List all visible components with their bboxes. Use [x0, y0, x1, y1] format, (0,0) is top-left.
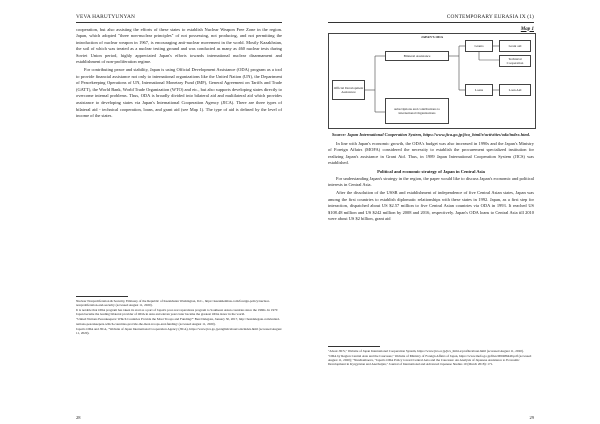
page-number: 28 [76, 415, 81, 420]
right-body [328, 141, 534, 224]
footnote: "United Nations Peacekeepers: Which Countries Provide the Most Troops and Funding?" Best Delegate, January 30, 2017, http://bestdelegate.com/united-nations-peacekeepers-which-countries-provide-the-most-troops-and-funding/ (accessed August 11, 2020). [76, 317, 280, 326]
section-heading: Political and economic strategy of Japan in Central Asia [377, 168, 485, 174]
page-number: 29 [529, 415, 534, 420]
right-page [300, 0, 600, 424]
running-header-author: VEVA HARUTYUNYAN [76, 14, 282, 23]
oda-box: Official Development Assistance [332, 80, 365, 100]
map-label: Map 1 [520, 26, 534, 32]
footnotes [328, 346, 534, 367]
footnote: It is notable that ODA program has taken its start as a part of Japan's post-war reparations program to Southeast Asian countries since the 1960s. In 1970 Japan became the leading bilateral provider of ODA in Asia and eleven years later became the greatest ODA donor in the world. [76, 307, 278, 317]
footnote-rule [76, 296, 128, 297]
technical-cooperation-box: Technical Cooperation [499, 55, 531, 67]
diagram-source: Source: Japan International Cooperation System, https://www.jica.go.jp/jica_html/e/activities/oda/index.html. [331, 131, 531, 137]
footnote: "About JICS," Website of Japan International Cooperation System, https://www.jics.or.jp/jics_html-e/profile/about.html (accessed August 11, 2020). [328, 348, 524, 353]
footnote-rule [328, 346, 380, 347]
paragraph: In line with Japan's economic growth, the ODA's budget was also increased in 1990s and the Japan's Ministry of Foreign Affairs (MOFA) considered the necessity to establish the procurement specialized institution for realizing Japan's assistance in Grant Aid. Thus, in 1989 Japan International Cooperation System (JICS) was established. [328, 140, 534, 166]
paragraph: After the dissolution of the USSR and establishment of independence of five Central Asian states, Japan was among the first countries to establish diplomatic relationships with these states in 1992. Japan, as a first step for interaction, dispatched about US $2.57 million to five Central Asian countries via ODA in 1993. It reached US $108.48 million and US $242 million by 2008 and 2016, respectively. Japan's ODA loans to Central Asia till 2010 were about US $2 billion, grant aid [328, 190, 534, 222]
loan-aid-box: Loan Aid [499, 84, 531, 96]
paragraph: For contributing peace and stability, Japan is using Official Development Assistance (ODA) program as a tool to provide financial assistance not only to international organizations like the United Nation (UN), the Department of Peacekeeping Operations of UN, International Monetary Fund (IMF), General Agreement on Tariffs and Trade (GATT), the World Bank, World Trade Organization (WTO) and etc., but also supports developing states directly to overcome internal problems. Thus, ODA is broadly divided into bilateral aid and multilateral aid which provides assistance to developing states via Japan's International Cooperation Agency (JICA). There are three types of bilateral aid - technical cooperation, loans, and grant aid (see Map 1). The type of aid is defined by the level of income of the states. [76, 67, 282, 119]
paragraph: For understanding Japan's strategy in the region, the paper would like to discuss Japan's economic and political interests in Central Asia. [328, 175, 534, 188]
footnote: Japan's ODA and JICA, "Website of Japan International Cooperation Agency (JICA), https://www.jica.go.jp/english/about/oda/index.html (accessed August 11, 2020). [76, 326, 282, 336]
grants-box: Grants [465, 40, 493, 52]
bilateral-box: Bilateral Assistance [385, 51, 449, 61]
footnotes [76, 296, 282, 336]
diagram-title: JAPAN'S ODA [420, 34, 444, 39]
running-header-journal: CONTEMPORARY EURASIA IX (1) [328, 14, 534, 23]
grant-aid-box: Grant aid [499, 40, 531, 52]
paragraph: cooperation, but also assisting the efforts of these states to establish Nuclear Weapon Free Zone in the region. Japan, which adopted "three non-nuclear principles" of not possessing, not producing, and not permitting the introduction of nuclear weapon in 1967, is encouraging anti-nuclear movement in the world. Mostly Kazakhstan, the soil of which was treated as a nuclear testing ground and was conducted as many as 460 nuclear tests during Soviet Union period, highly appreciated Japan's efforts towards international nuclear disarmament and establishment of non-proliferation regime. [76, 26, 282, 65]
loans-box: Loans [465, 84, 493, 96]
left-body [76, 27, 282, 120]
multilateral-box: subscriptions and contributions to international Organizations [385, 98, 449, 124]
footnote: Nuclear Nonproliferation & Security, Embassy of the Republic of Kazakhstan Washington, D.C., https://kazakhembus.com/foreign-policy/nuclear-nonproliferation-and-security (accessed August 11, 2020). [76, 298, 270, 307]
footnote: "ODA by Region Central Asia and the Caucasus," Website of Ministry of Foreign Affairs of Japan, https://www.mofa.go.jp/files/000486449.pdf (accessed August 11, 2020); "Nurzhanbaeva, "Japan's ODA Policy toward Central Asia and the Caucasus: An Analysis of Japanese Assistance to Economic Development in Kyrgyzstan and Azerbaijan," Journal of International and Advanced Japanese Studies 10 (March 2018): 171. [328, 353, 532, 367]
oda-diagram [328, 33, 536, 129]
